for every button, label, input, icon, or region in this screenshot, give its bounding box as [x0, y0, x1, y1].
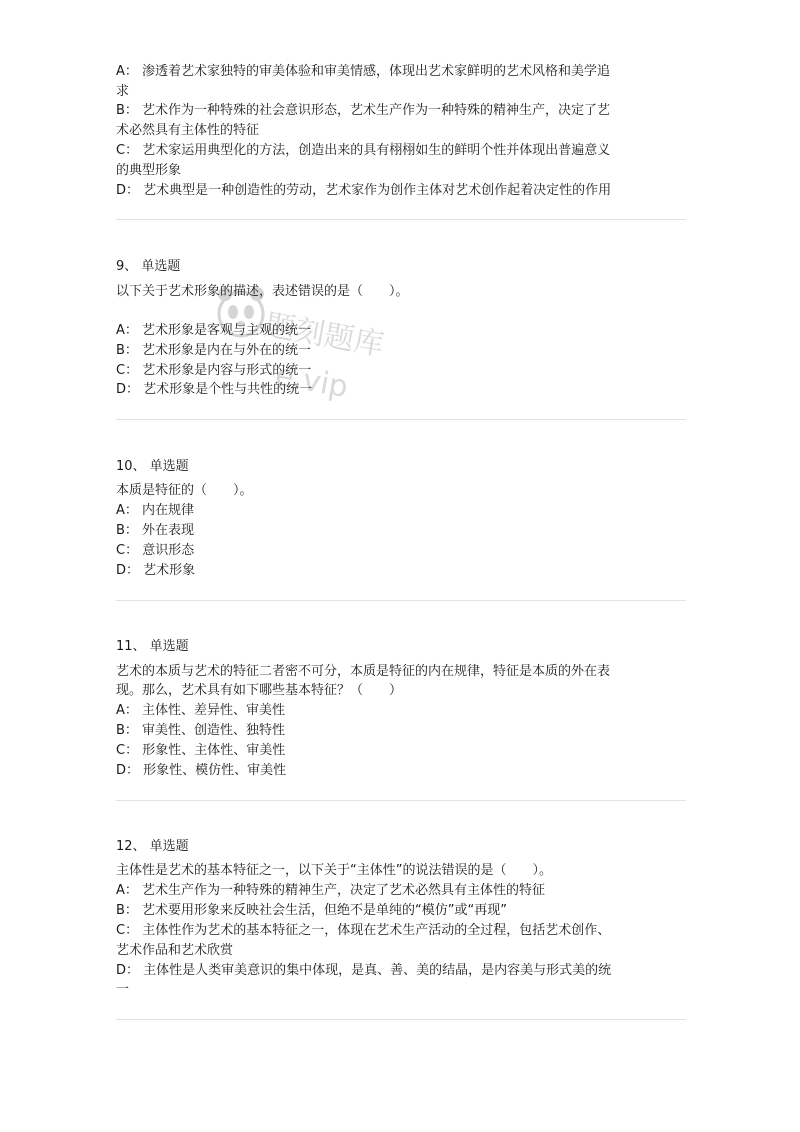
- q12-option-d-cont: 一: [116, 982, 130, 997]
- q11-stem-cont: 现。那么，艺术具有如下哪些基本特征？（ ）: [116, 683, 403, 698]
- q10-option-d[interactable]: D： 艺术形象: [116, 563, 196, 578]
- q11-stem: 艺术的本质与艺术的特征二者密不可分，本质是特征的内在规律，特征是本质的外在表: [116, 664, 611, 679]
- q11-option-a[interactable]: A： 主体性、差异性、审美性: [116, 703, 286, 718]
- q9-option-a[interactable]: A： 艺术形象是客观与主观的统一: [116, 323, 312, 338]
- divider: [116, 419, 686, 420]
- q10-header: 10、 单选题: [116, 459, 189, 474]
- q8-option-d[interactable]: D： 艺术典型是一种创造性的劳动，艺术家作为创作主体对艺术创作起着决定性的作用: [116, 183, 612, 198]
- q11-option-c[interactable]: C： 形象性、主体性、审美性: [116, 743, 286, 758]
- divider: [116, 800, 686, 801]
- q10-option-b[interactable]: B： 外在表现: [116, 523, 195, 538]
- q9-option-d[interactable]: D： 艺术形象是个性与共性的统一: [116, 382, 313, 397]
- q12-header: 12、 单选题: [116, 839, 189, 854]
- divider: [116, 219, 686, 220]
- q12-option-c-cont: 艺术作品和艺术欣赏: [116, 943, 234, 958]
- q9-option-b[interactable]: B： 艺术形象是内在与外在的统一: [116, 343, 312, 358]
- q9-header: 9、 单选题: [116, 259, 181, 274]
- q8-option-a-cont: 求: [116, 84, 130, 99]
- q10-stem: 本质是特征的（ ）。: [116, 483, 253, 498]
- watermark-text: 题刻题库: [262, 307, 387, 364]
- q8-option-b-cont: 术必然具有主体性的特征: [116, 123, 260, 138]
- q11-option-d[interactable]: D： 形象性、模仿性、审美性: [116, 763, 287, 778]
- q12-option-a[interactable]: A： 艺术生产作为一种特殊的精神生产，决定了艺术必然具有主体性的特征: [116, 883, 546, 898]
- q12-option-d[interactable]: D： 主体性是人类审美意识的集中体现，是真、善、美的结晶，是内容美与形式美的统: [116, 963, 612, 978]
- q11-option-b[interactable]: B： 审美性、创造性、独特性: [116, 723, 286, 738]
- q9-stem: 以下关于艺术形象的描述，表述错误的是（ ）。: [116, 284, 409, 299]
- q8-option-c[interactable]: C： 艺术家运用典型化的方法，创造出来的具有栩栩如生的鲜明个性并体现出普遍意义: [116, 143, 611, 158]
- q9-option-c[interactable]: C： 艺术形象是内容与形式的统一: [116, 363, 312, 378]
- q8-option-a[interactable]: A： 渗透着艺术家独特的审美体验和审美情感，体现出艺术家鲜明的艺术风格和美学追: [116, 64, 611, 79]
- q8-option-c-cont: 的典型形象: [116, 163, 182, 178]
- q12-option-b[interactable]: B： 艺术要用形象来反映社会生活，但绝不是单纯的“模仿”或“再现”: [116, 903, 507, 918]
- q10-option-a[interactable]: A： 内在规律: [116, 503, 195, 518]
- q12-option-c[interactable]: C： 主体性作为艺术的基本特征之一，体现在艺术生产活动的全过程，包括艺术创作、: [116, 923, 611, 938]
- q12-stem: 主体性是艺术的基本特征之一，以下关于“主体性”的说法错误的是（ ）。: [116, 863, 552, 878]
- divider: [116, 1019, 686, 1020]
- divider: [116, 600, 686, 601]
- q8-option-b[interactable]: B： 艺术作为一种特殊的社会意识形态，艺术生产作为一种特殊的精神生产，决定了艺: [116, 103, 611, 118]
- q10-option-c[interactable]: C： 意识形态: [116, 543, 195, 558]
- q11-header: 11、 单选题: [116, 639, 189, 654]
- watermark-url: e.vip: [272, 357, 351, 406]
